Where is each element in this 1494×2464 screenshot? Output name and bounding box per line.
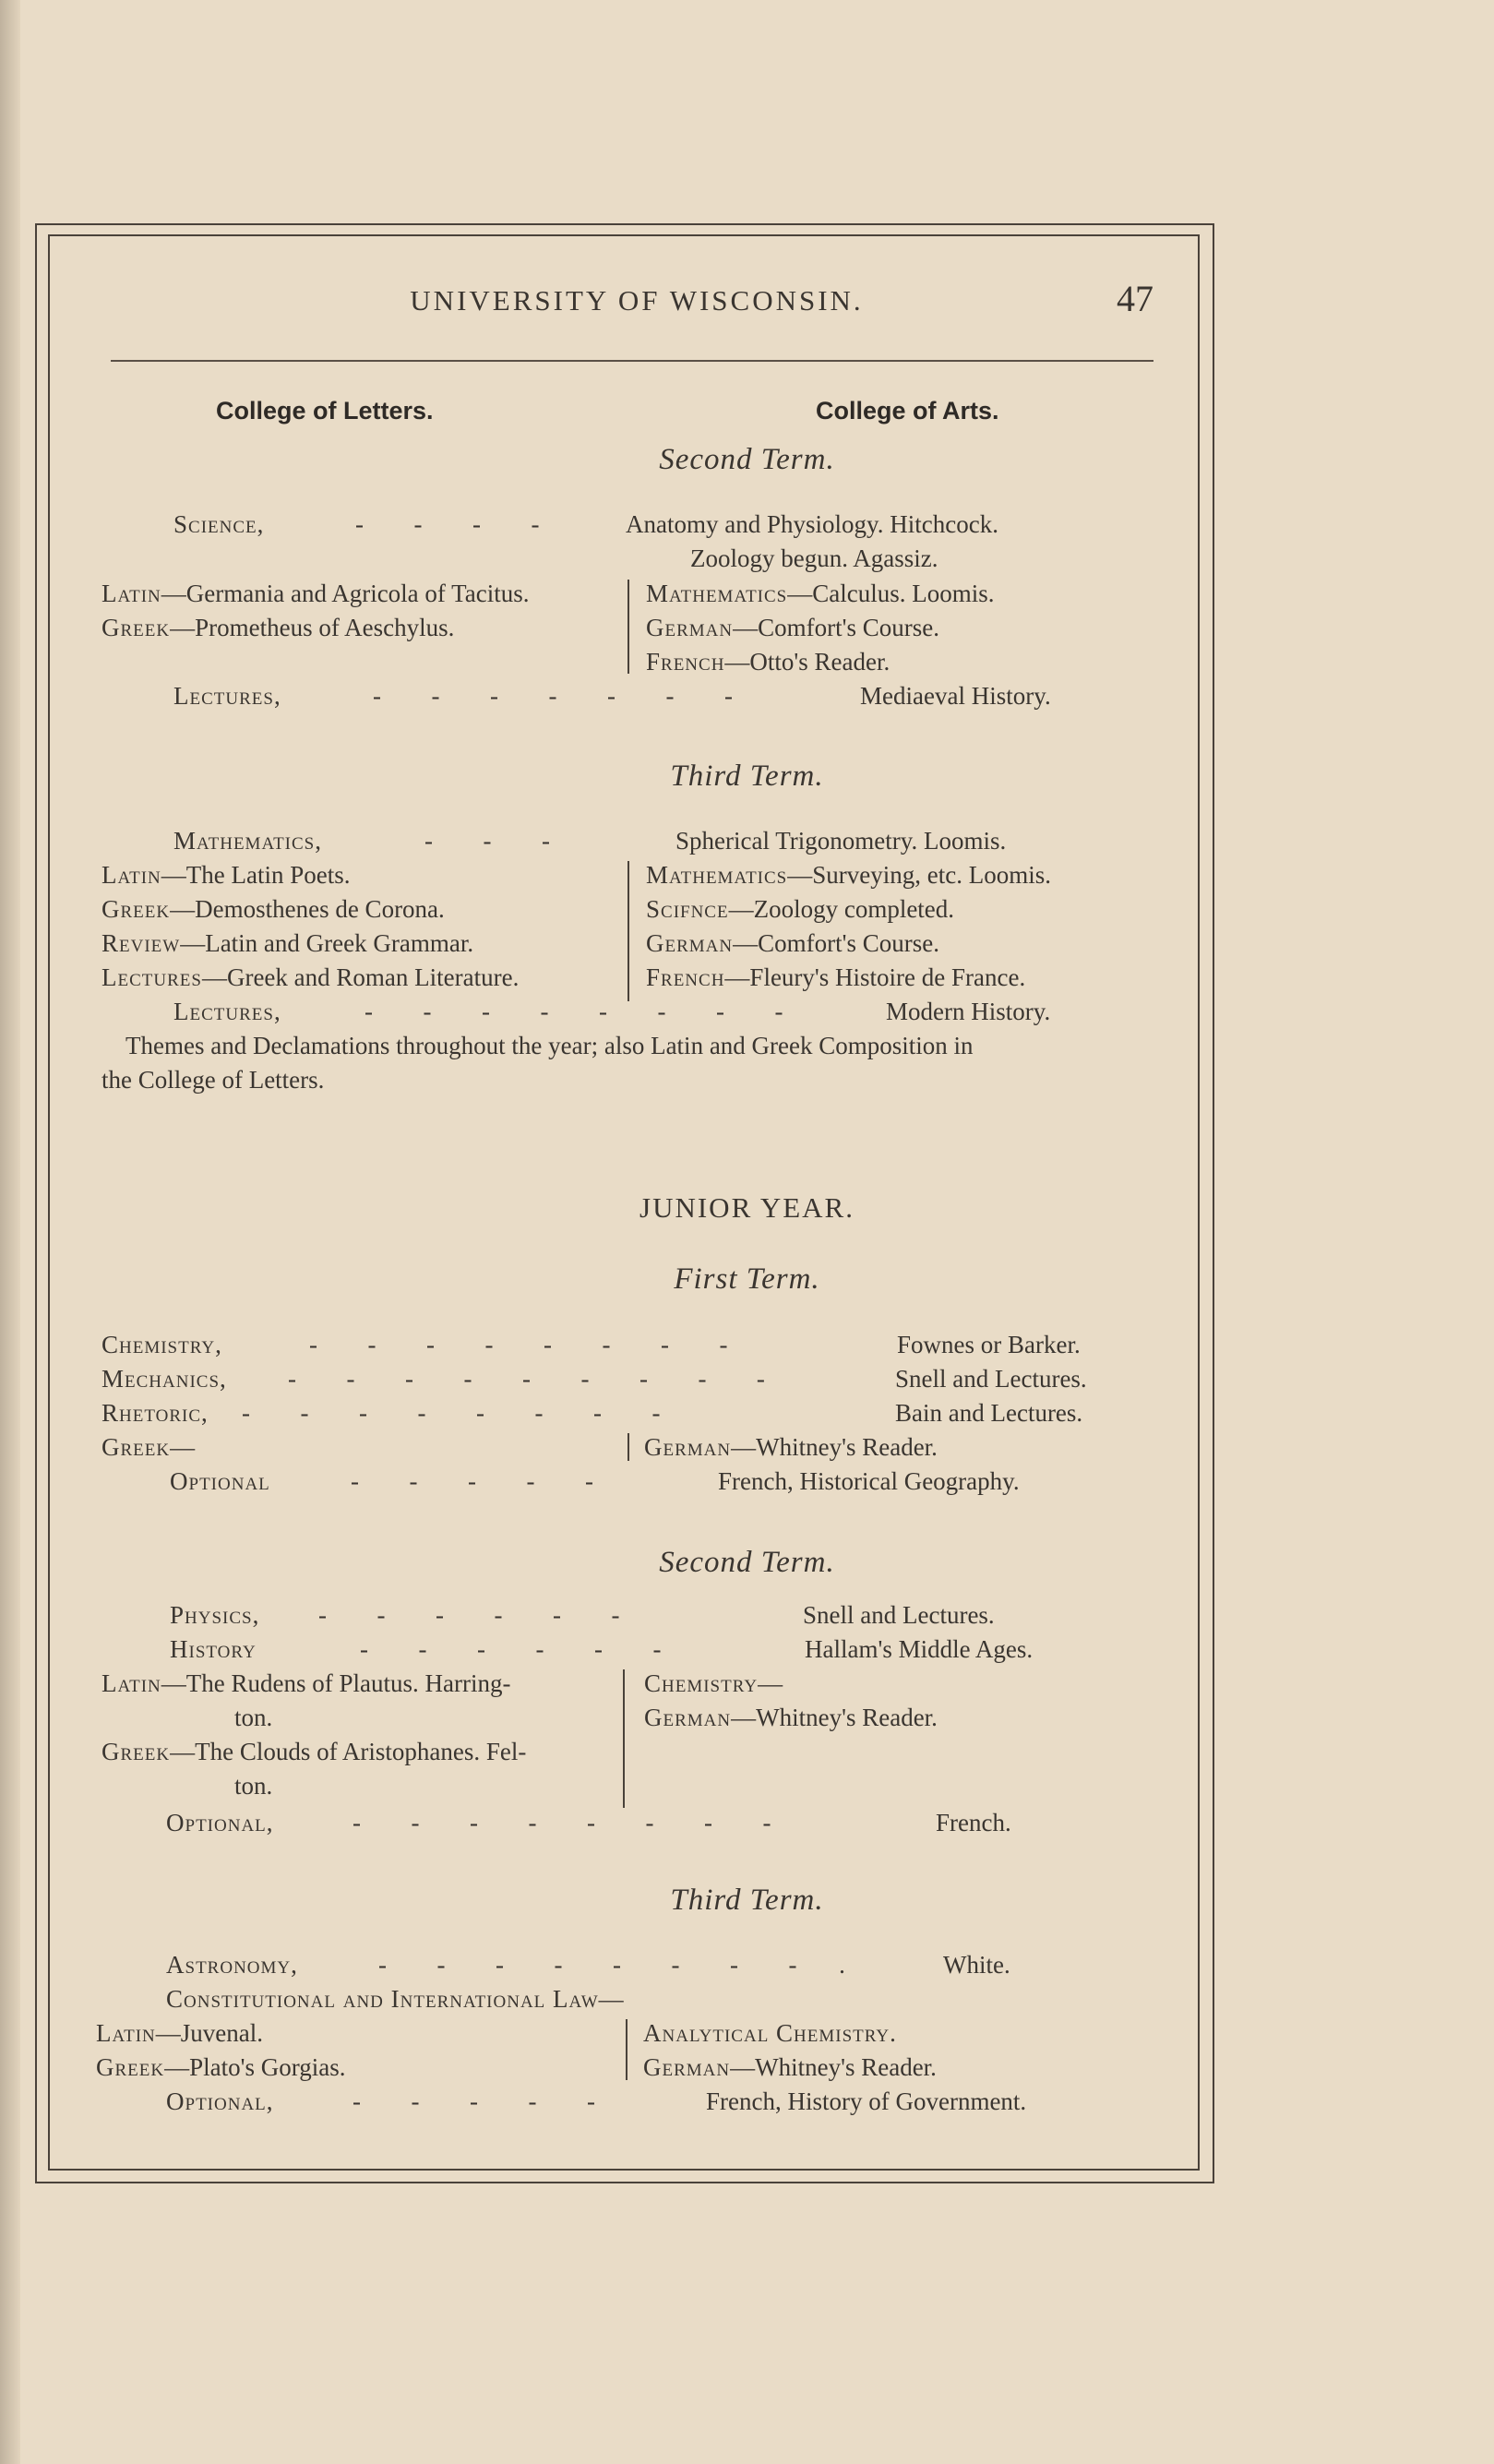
greek-line-cont: ton. [234,1772,273,1800]
rhetoric-label: Rhetoric, [102,1399,209,1427]
column-head-letters: College of Letters. [216,397,434,425]
column-divider [626,2019,627,2080]
mechanics-value: Snell and Lectures. [895,1365,1087,1393]
leader-dashes: - - - - - - - - - [288,1365,767,1393]
page-number: 47 [1117,278,1153,319]
astronomy-value: White. [943,1951,1010,1979]
lectures-label: Lectures, [173,682,281,710]
history-value: Hallam's Middle Ages. [805,1635,1034,1663]
leader-dashes: - - - - - [353,2087,597,2115]
running-head: UNIVERSITY OF WISCONSIN. [410,284,864,317]
themes-line-1: Themes and Declamations throughout the year; also Latin and Greek Composition in [125,1032,974,1059]
analytical-chemistry-label: Analytical Chemistry. [643,2019,897,2047]
chemistry-value: Fownes or Barker. [897,1331,1081,1358]
junior-year-heading: JUNIOR YEAR. [639,1191,855,1224]
greek-line: Greek—Plato's Gorgias. [96,2053,346,2081]
optional-value: French. [936,1809,1011,1836]
german-line: German—Comfort's Course. [646,929,939,957]
greek-label: Greek— [102,1433,197,1461]
leader-dashes: - - - - - - - [373,682,735,710]
history-label: History [170,1635,257,1663]
column-divider [627,861,629,1001]
physics-label: Physics, [170,1601,260,1629]
greek-line: Greek—The Clouds of Aristophanes. Fel- [102,1738,527,1765]
lectures-literature-line: Lectures—Greek and Roman Literature. [102,963,520,991]
optional-value: French, Historical Geography. [718,1467,1020,1495]
science-label: Science, [173,510,265,538]
section-title-third-term: Third Term. [670,1884,824,1917]
leader-dashes: - - - - [355,510,542,538]
column-divider [627,580,629,674]
optional-label: Optional, [166,1809,274,1836]
french-line: French—Fleury's Histoire de France. [646,963,1026,991]
page-header [111,277,1163,332]
section-title-first-term: First Term. [674,1262,820,1296]
leader-dashes: - - - - - - - - [353,1809,773,1836]
rhetoric-value: Bain and Lectures. [895,1399,1083,1427]
math-surveying-line: Mathematics—Surveying, etc. Loomis. [646,861,1051,889]
optional-label: Optional [170,1467,270,1495]
column-head-arts: College of Arts. [816,397,999,425]
german-line: German—Whitney's Reader. [644,1704,938,1731]
optional-label: Optional, [166,2087,274,2115]
leader-dashes: - - - - - - - - [309,1331,730,1358]
constitutional-law-label: Constitutional and International Law— [166,1985,625,2013]
zoology-line: Zoology begun. Agassiz. [690,544,938,572]
latin-line: Latin—The Latin Poets. [102,861,351,889]
math-line: Mathematics—Calculus. Loomis. [646,580,995,607]
greek-line: Greek—Prometheus of Aeschylus. [102,614,455,641]
german-line: German—Whitney's Reader. [644,1433,938,1461]
lectures-value: Mediaeval History. [860,682,1051,710]
latin-line: Latin—Juvenal. [96,2019,263,2047]
section-title-second-term: Second Term. [659,1546,835,1579]
lectures-label: Lectures, [173,998,281,1025]
greek-line: Greek—Demosthenes de Corona. [102,895,445,923]
leader-dashes: - - - - - - - - . [378,1951,847,1979]
leader-dashes: - - - - - [351,1467,595,1495]
science-line: Scifnce—Zoology completed. [646,895,955,923]
latin-line-cont: ton. [234,1704,273,1731]
french-line: French—Otto's Reader. [646,648,890,676]
math-value: Spherical Trigonometry. Loomis. [675,827,1007,855]
science-value: Anatomy and Physiology. Hitchcock. [626,510,998,538]
math-label: Mathematics, [173,827,322,855]
column-divider [623,1669,625,1808]
chemistry-label: Chemistry— [644,1669,784,1697]
latin-line: Latin—Germania and Agricola of Tacitus. [102,580,530,607]
chemistry-label: Chemistry, [102,1331,222,1358]
page-edge [0,0,20,2464]
mechanics-label: Mechanics, [102,1365,227,1393]
lectures-value: Modern History. [886,998,1051,1025]
leader-dashes: - - - [424,827,552,855]
optional-value: French, History of Government. [706,2087,1027,2115]
physics-value: Snell and Lectures. [803,1601,995,1629]
latin-line: Latin—The Rudens of Plautus. Harring- [102,1669,511,1697]
header-rule [111,360,1153,362]
german-line: German—Comfort's Course. [646,614,939,641]
leader-dashes: - - - - - - [318,1601,622,1629]
leader-dashes: - - - - - - - - [365,998,785,1025]
themes-line-2: the College of Letters. [102,1066,325,1094]
column-divider [627,1433,629,1461]
astronomy-label: Astronomy, [166,1951,298,1979]
review-line: Review—Latin and Greek Grammar. [102,929,474,957]
section-title-third-term: Third Term. [670,760,824,793]
german-line: German—Whitney's Reader. [643,2053,937,2081]
section-title-second-term: Second Term. [659,443,835,476]
leader-dashes: - - - - - - [360,1635,663,1663]
leader-dashes: - - - - - - - - [242,1399,663,1427]
